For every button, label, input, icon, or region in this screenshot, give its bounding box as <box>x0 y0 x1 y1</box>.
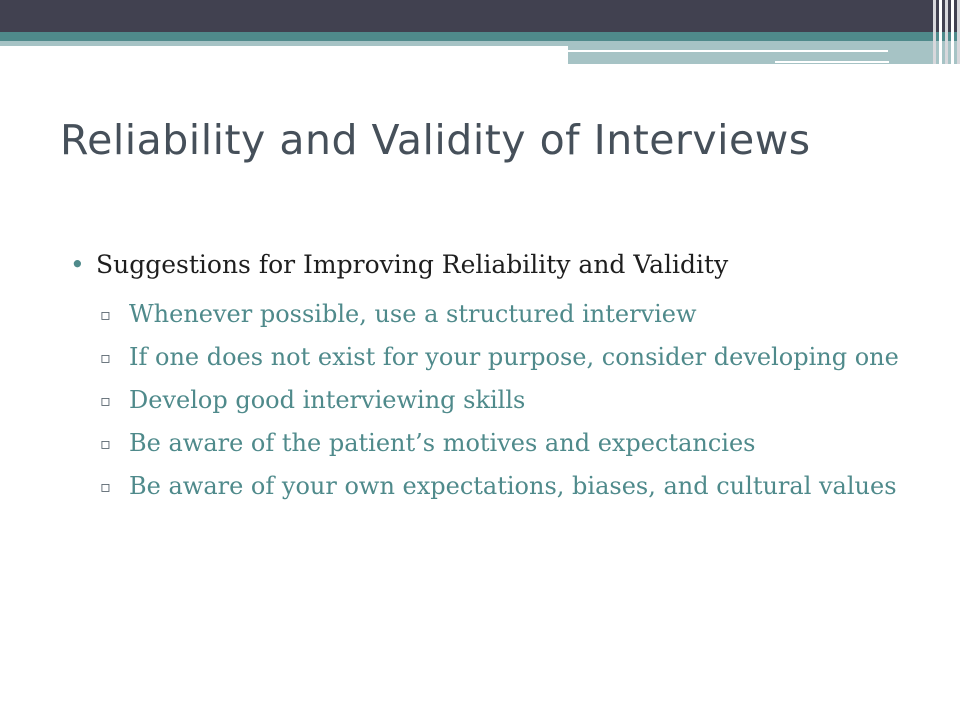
header-band-light-left <box>0 41 570 46</box>
square-bullet-icon: ▫ <box>100 348 111 367</box>
header-divider-line <box>568 50 888 52</box>
corner-stripes-decoration <box>930 0 960 64</box>
header-band-dark <box>0 0 960 32</box>
sub-bullet-text: Be aware of your own expectations, biases, and cultural values <box>129 472 897 500</box>
sub-bullet-text: Develop good interviewing skills <box>129 386 526 414</box>
sub-bullet-text: Whenever possible, use a structured interview <box>129 300 697 328</box>
stripe <box>933 0 936 64</box>
bullet-item <box>70 248 920 282</box>
sub-bullet-item <box>98 470 920 503</box>
stripe <box>945 0 948 64</box>
slide-body <box>70 248 920 513</box>
stripe <box>951 0 954 64</box>
stripe <box>939 0 942 64</box>
header-band-light-right <box>568 41 960 64</box>
sub-bullet-text: Be aware of the patient’s motives and expectancies <box>129 429 756 457</box>
header-band-teal <box>0 32 960 41</box>
sub-bullet-item <box>98 298 920 331</box>
bullet-text: Suggestions for Improving Reliability and Validity <box>96 250 729 279</box>
square-bullet-icon: ▫ <box>100 434 111 453</box>
sub-bullet-item <box>98 341 920 374</box>
sub-bullet-item <box>98 427 920 460</box>
header-divider-line-short <box>775 61 889 63</box>
slide-title: Reliability and Validity of Interviews <box>60 116 811 164</box>
sub-bullet-list <box>98 298 920 503</box>
square-bullet-icon: ▫ <box>100 391 111 410</box>
square-bullet-icon: ▫ <box>100 305 111 324</box>
sub-bullet-text: If one does not exist for your purpose, consider developing one <box>129 343 899 371</box>
sub-bullet-item <box>98 384 920 417</box>
square-bullet-icon: ▫ <box>100 477 111 496</box>
bullet-dot-icon: • <box>70 250 85 279</box>
